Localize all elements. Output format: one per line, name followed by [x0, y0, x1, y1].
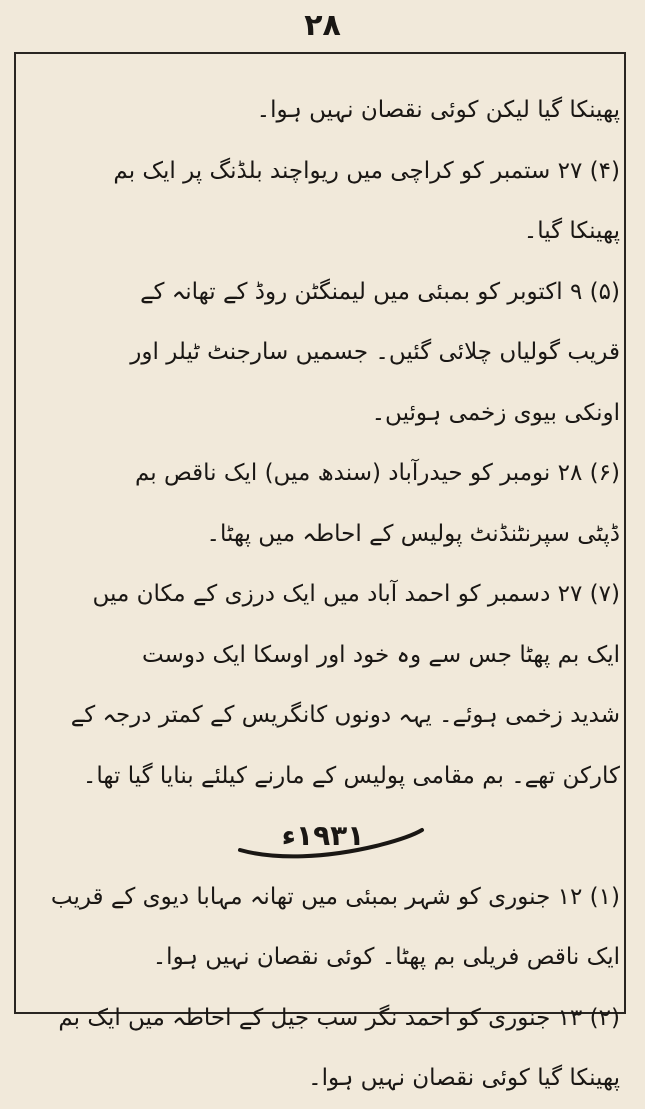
text-line: ایک بم پھٹا جس سے وہ خود اور اوسکا ایک دوست: [141, 641, 620, 668]
text-line: (۶) ۲۸ نومبر کو حیدرآباد (سندھ میں) ایک ناقص بم: [134, 460, 620, 486]
swash-flourish-icon: [236, 824, 426, 864]
year-heading-text: ۱۹۳۱ء: [281, 819, 365, 852]
text-line: شدید زخمی ہوئے۔ یہہ دونوں کانگریس کے کمتر درجہ کے: [70, 702, 620, 728]
year-heading: [26, 806, 620, 867]
text-line: پھینکا گیا۔: [523, 218, 620, 244]
text-line: (۷) ۲۷ دسمبر کو احمد آباد میں ایک درزی کے مکان میں: [92, 581, 620, 607]
page-number: ۲۸: [304, 8, 341, 43]
text-line: پھینکا گیا لیکن کوئی نقصان نہیں ہوا۔: [256, 97, 620, 123]
text-line: ڈپٹی سپرنٹنڈنٹ پولیس کے احاطہ میں پھٹا۔: [206, 520, 620, 547]
text-line: (۴) ۲۷ ستمبر کو کراچی میں ریواچند بلڈنگ پر ایک بم: [113, 157, 620, 184]
text-line: (۲) ۱۳ جنوری کو احمد نگر سب جیل کے احاطہ میں ایک بم: [58, 1004, 620, 1031]
text-line: (۵) ۹ اکتوبر کو بمبئی میں لیمنگٹن روڈ کے تھانہ کے: [140, 278, 620, 305]
document-body: [26, 80, 620, 1109]
text-line: پھینکا گیا کوئی نقصان نہیں ہوا۔: [308, 1065, 620, 1091]
text-line: کارکن تھے۔ بم مقامی پولیس کے مارنے کیلئے بنایا گیا تھا۔: [82, 762, 620, 789]
text-line: ایک ناقص فریلی بم پھٹا۔ کوئی نقصان نہیں ہوا۔: [152, 944, 620, 970]
text-line: قریب گولیاں چلائی گئیں۔ جسمیں سارجنٹ ٹیلر اور: [130, 339, 620, 365]
text-line: اونکی بیوی زخمی ہوئیں۔: [371, 399, 620, 426]
text-line: (۱) ۱۲ جنوری کو شہر بمبئی میں تھانہ مہابا دیوی کے قریب: [50, 883, 620, 910]
